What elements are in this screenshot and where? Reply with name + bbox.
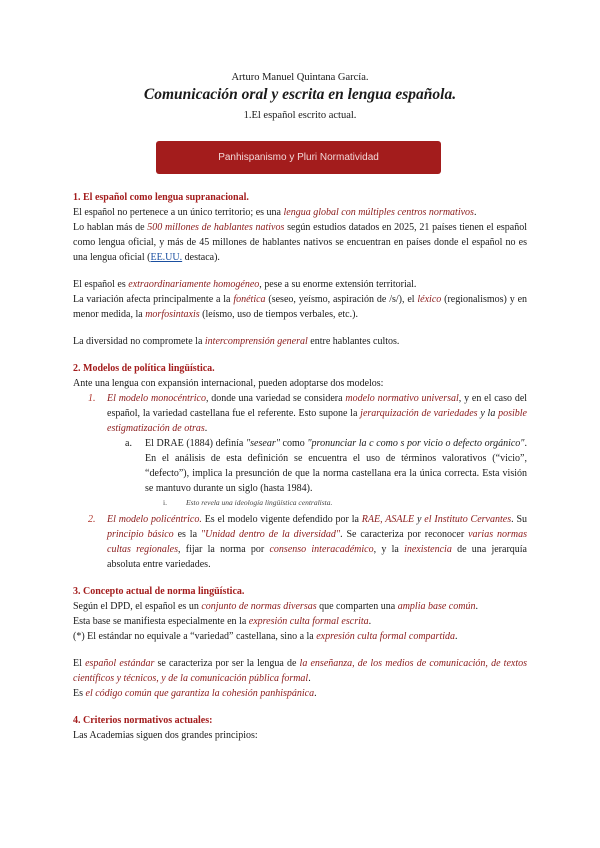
topic-banner <box>156 141 441 174</box>
eeuu-link[interactable]: EE.UU. <box>150 252 183 263</box>
sublist-letter: a. <box>125 438 132 449</box>
document-header <box>0 71 600 123</box>
section-1-paragraph: El español no pertenece a un único territorio; es una lengua global con múltiples centros normativos. <box>73 207 477 218</box>
document-title: Comunicación oral y escrita en lengua española. <box>143 86 457 103</box>
roman-numeral: i. <box>163 498 167 507</box>
section-1-title: 1. El español como lengua supranacional. <box>73 192 249 203</box>
section-3-paragraph: El español estándar se caracteriza por ser la lengua de la enseñanza, de los medios de comunicación, de textos científicos y técnicos, y de la comunicación pública formal. <box>73 658 528 684</box>
author: Arturo Manuel Quintana García. <box>231 72 369 83</box>
section-4-title: 4. Criterios normativos actuales: <box>73 715 213 726</box>
banner-label: Panhispanismo y Pluri Normatividad <box>218 152 379 163</box>
document-body <box>73 190 527 743</box>
section-3-paragraph: Esta base se manifiesta especialmente en la expresión culta formal escrita. <box>73 616 372 627</box>
section-1-paragraph: La variación afecta principalmente a la fonética (seseo, yeísmo, aspiración de /s/), el léxico (regionalismos) y en menor medida, la morfosintaxis (leísmo, uso de tiempos verbales, etc.). <box>73 294 528 320</box>
list-number: 1. <box>88 393 96 404</box>
document-subtitle: 1.El español escrito actual. <box>243 110 357 121</box>
section-3-title: 3. Concepto actual de norma lingüística. <box>73 586 245 597</box>
section-1-paragraph: El español es extraordinariamente homogéneo, pese a su enorme extensión territorial. <box>73 279 417 290</box>
section-1-paragraph: Lo hablan más de 500 millones de hablantes nativos según estudios datados en 2025, 21 países tienen el español como lengua oficial, y más de 45 millones de hablantes nativos se encuentran en países donde el español no es una lengua oficial (EE.UU. destaca). <box>73 222 528 263</box>
list-item-monocentric: 1. El modelo monocéntrico, donde una variedad se considera modelo normativo universal, y en el caso del español, la variedad castellana fue el referente. Esto supone la jerarquización de variedades y la posible estigmatización de otras. <box>88 393 528 434</box>
section-3-paragraph: Es el código común que garantiza la cohesión panhispánica. <box>73 688 317 699</box>
section-2-title: 2. Modelos de política lingüística. <box>73 363 215 374</box>
list-item-polycentric: 2. El modelo policéntrico. Es el modelo vigente defendido por la RAE, ASALE y el Instituto Cervantes. Su principio básico es la "Unidad dentro de la diversidad". Se caracteriza por reconocer varias normas cultas regionales, fijar la norma por consenso interacadémico, y la inexistencia de una jerarquía absoluta entre variedades. <box>88 514 527 570</box>
sublist-item-drae: a. El DRAE (1884) definía "sesear" como "pronunciar la c como s por vicio o defecto orgánico". En el análisis de esta definición se encuentra el uso de términos valorativos (“vicio”, “defecto”), implica la presunción de que la norma castellana era la única correcta. Esta visión se mantuvo durante un siglo (hasta 1984). <box>125 438 528 494</box>
section-4-paragraph: Las Academias siguen dos grandes principios: <box>73 730 258 741</box>
section-3-paragraph: Según el DPD, el español es un conjunto de normas diversas que comparten una amplia base común. <box>73 601 478 612</box>
section-3-paragraph: (*) El estándar no equivale a “variedad” castellana, sino a la expresión culta formal compartida. <box>73 631 458 642</box>
section-2-intro: Ante una lengua con expansión internacional, pueden adoptarse dos modelos: <box>73 378 384 389</box>
section-1-paragraph: La diversidad no compromete la intercomprensión general entre hablantes cultos. <box>73 336 400 347</box>
subsublist-item: i. Esto revela una ideología lingüística centralista. <box>163 498 333 507</box>
list-number: 2. <box>88 514 96 525</box>
